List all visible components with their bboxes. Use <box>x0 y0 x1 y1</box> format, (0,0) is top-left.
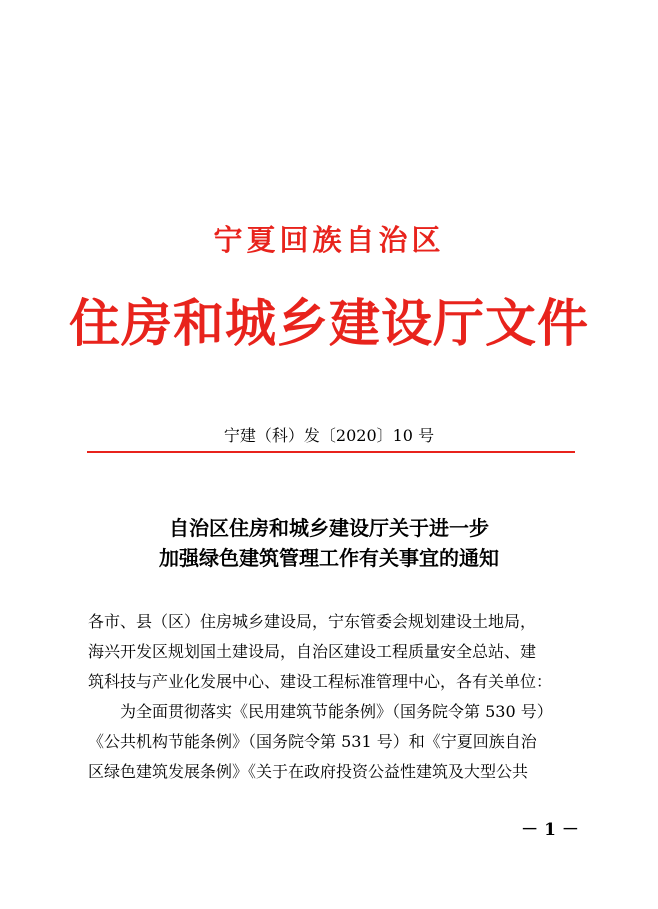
body-line-paragraph-1: 为全面贯彻落实《民用建筑节能条例》（国务院令第 530 号） <box>120 702 553 721</box>
document-title <box>0 513 658 573</box>
body-line-recipients-3: 筑科技与产业化发展中心、建设工程标准管理中心，各有关单位： <box>88 672 553 691</box>
title-line-2: 加强绿色建筑管理工作有关事宜的通知 <box>159 546 499 570</box>
body-line-recipients-1: 各市、县（区）住房城乡建设局，宁东管委会规划建设土地局， <box>88 612 537 631</box>
body-line-recipients-2: 海兴开发区规划国土建设局，自治区建设工程质量安全总站、建 <box>88 642 537 661</box>
title-line-1: 自治区住房和城乡建设厅关于进一步 <box>169 516 489 540</box>
body-line-paragraph-3: 区绿色建筑发展条例》《关于在政府投资公益性建筑及大型公共 <box>88 762 529 781</box>
issuing-organization-title: 住房和城乡建设厅文件 <box>68 294 589 354</box>
document-number: 宁建（科）发〔2020〕10 号 <box>223 426 435 445</box>
red-divider-line <box>87 451 575 453</box>
body-line-paragraph-2: 《公共机构节能条例》（国务院令第 531 号）和《宁夏回族自治 <box>88 732 537 751</box>
page-number: － 1 － <box>521 820 579 840</box>
document-body <box>88 607 578 787</box>
issuing-organization-region: 宁夏回族自治区 <box>213 223 445 257</box>
